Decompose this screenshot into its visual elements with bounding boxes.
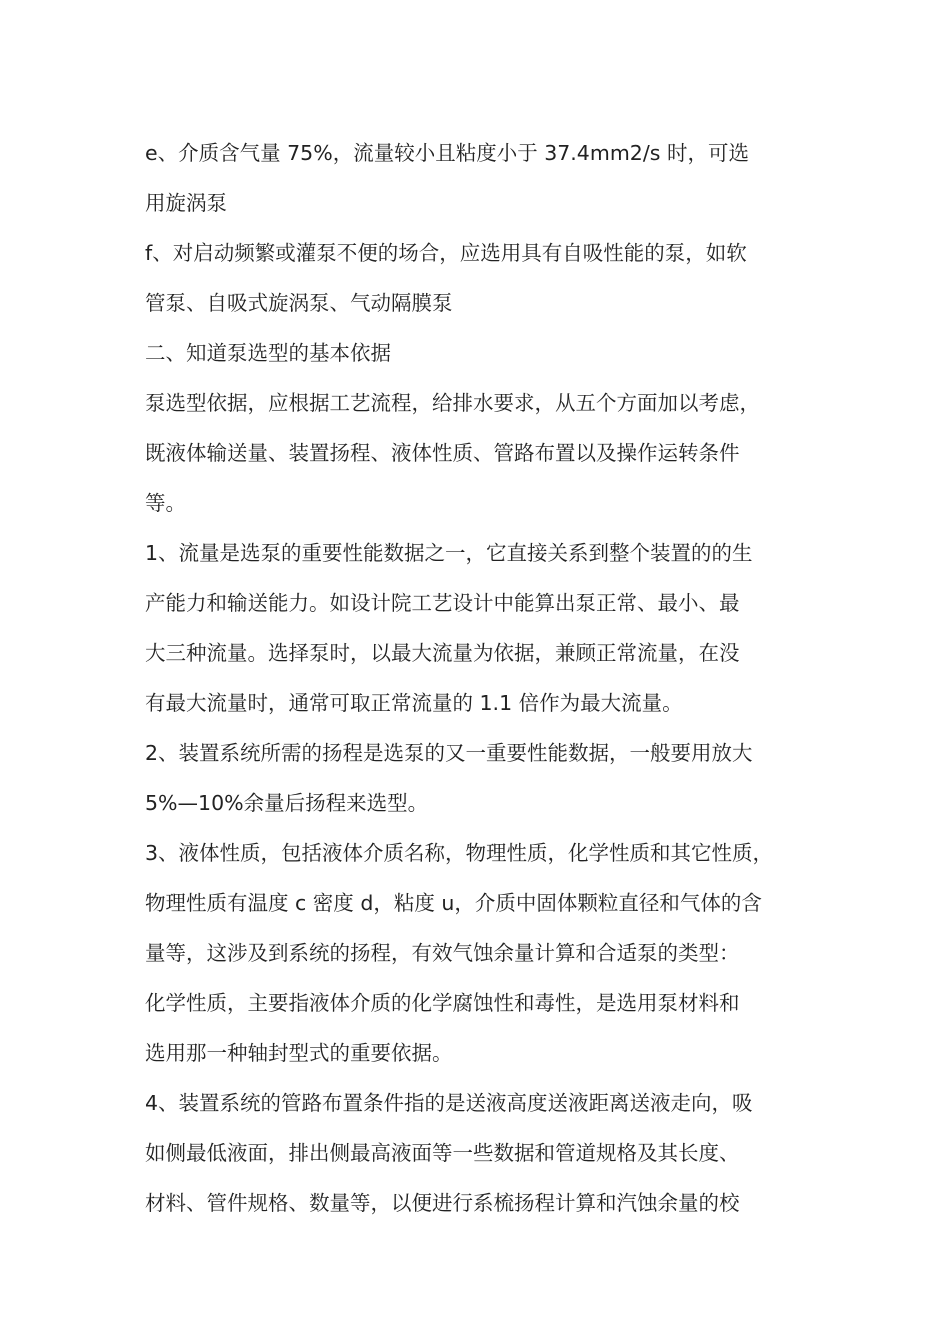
text-line: 量等，这涉及到系统的扬程，有效气蚀余量计算和合适泵的类型： xyxy=(145,941,740,965)
document-body xyxy=(145,128,845,1228)
paragraph-selection-basis xyxy=(145,378,845,528)
text-line: 4、装置系统的管路布置条件指的是送液高度送液距离送液走向，吸 xyxy=(145,1091,753,1115)
text-line: 材料、管件规格、数量等，以便进行系梳扬程计算和汽蚀余量的校 xyxy=(145,1191,740,1215)
text-line: f、对启动频繁或灌泵不便的场合，应选用具有自吸性能的泵，如软 xyxy=(145,241,747,265)
paragraph-e-gas-content xyxy=(145,128,845,228)
paragraph-4-piping-layout xyxy=(145,1078,845,1228)
text-line: 大三种流量。选择泵时，以最大流量为依据，兼顾正常流量，在没 xyxy=(145,641,740,665)
paragraph-1-flow xyxy=(145,528,845,728)
text-line: 2、装置系统所需的扬程是选泵的又一重要性能数据，一般要用放大 xyxy=(145,741,753,765)
text-line: 化学性质，主要指液体介质的化学腐蚀性和毒性，是选用泵材料和 xyxy=(145,991,740,1015)
text-line: 有最大流量时，通常可取正常流量的 1.1 倍作为最大流量。 xyxy=(145,691,683,715)
text-line: 物理性质有温度 c 密度 d，粘度 u，介质中固体颗粒直径和气体的含 xyxy=(145,891,762,915)
text-line: 用旋涡泵 xyxy=(145,191,227,215)
paragraph-f-self-priming xyxy=(145,228,845,328)
paragraph-3-liquid-properties xyxy=(145,828,845,1078)
text-line: 泵选型依据，应根据工艺流程，给排水要求，从五个方面加以考虑， xyxy=(145,391,760,415)
text-line: 管泵、自吸式旋涡泵、气动隔膜泵 xyxy=(145,291,453,315)
section-heading xyxy=(145,328,845,378)
text-line: 3、液体性质，包括液体介质名称，物理性质，化学性质和其它性质， xyxy=(145,841,774,865)
text-line: 等。 xyxy=(145,491,186,515)
text-line: 如侧最低液面，排出侧最高液面等一些数据和管道规格及其长度、 xyxy=(145,1141,740,1165)
text-line: 5%—10%余量后扬程来选型。 xyxy=(145,791,429,815)
text-line: e、介质含气量 75%，流量较小且粘度小于 37.4mm2/s 时，可选 xyxy=(145,141,749,165)
text-line: 既液体输送量、装置扬程、液体性质、管路布置以及操作运转条件 xyxy=(145,441,740,465)
paragraph-2-head xyxy=(145,728,845,828)
text-line: 1、流量是选泵的重要性能数据之一，它直接关系到整个装置的的生 xyxy=(145,541,753,565)
text-line: 选用那一种轴封型式的重要依据。 xyxy=(145,1041,453,1065)
text-line: 产能力和输送能力。如设计院工艺设计中能算出泵正常、最小、最 xyxy=(145,591,740,615)
heading-line: 二、知道泵选型的基本依据 xyxy=(145,341,391,365)
